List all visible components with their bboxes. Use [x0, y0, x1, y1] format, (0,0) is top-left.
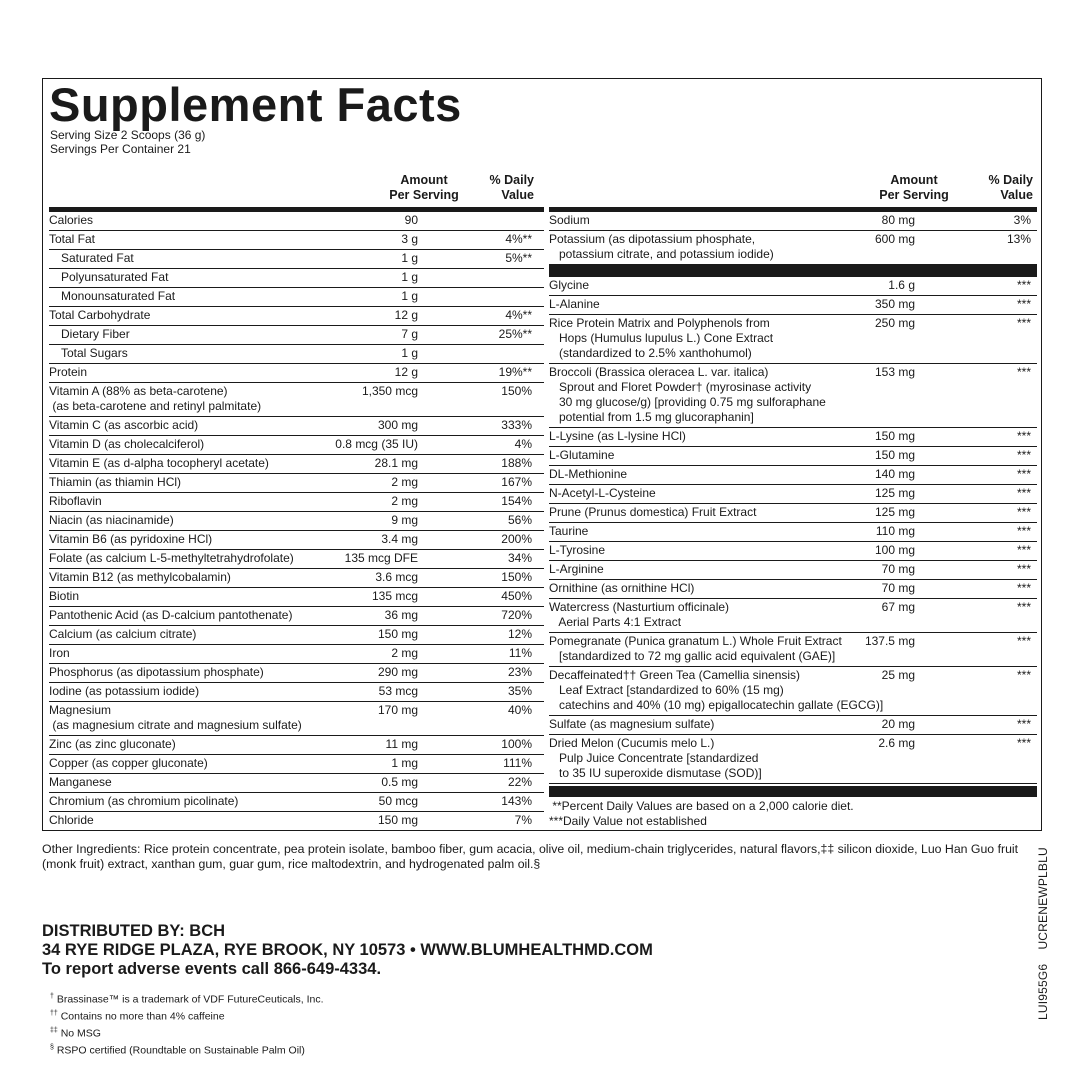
- nutrient-amount: 3 g: [401, 232, 418, 246]
- nutrient-row: [49, 417, 544, 436]
- serving-size: Serving Size 2 Scoops (36 g): [50, 128, 206, 142]
- nutrient-row: [49, 364, 544, 383]
- nutrient-row: [549, 633, 1037, 667]
- nutrient-daily-value: 19%**: [498, 365, 532, 379]
- nutrient-row: [49, 569, 544, 588]
- nutrient-daily-value: 40%: [507, 703, 532, 717]
- nutrient-daily-value: ***: [1016, 365, 1031, 379]
- daily-value-header: % Daily Value: [489, 173, 534, 202]
- nutrient-daily-value: 25%**: [498, 327, 532, 341]
- footnote-item: § RSPO certified (Roundtable on Sustainable Palm Oil): [50, 1044, 305, 1057]
- nutrient-row: [49, 512, 544, 531]
- nutrient-row: [549, 599, 1037, 633]
- nutrient-amount: 2 mg: [391, 646, 418, 660]
- nutrient-amount: 170 mg: [377, 703, 418, 717]
- nutrient-name: Pomegranate (Punica granatum L.) Whole Fruit Extract [standardized to 72 mg gallic acid equivalent (GAE)]: [549, 634, 842, 663]
- nutrient-row: [49, 436, 544, 455]
- nutrient-name: N-Acetyl-L-Cysteine: [549, 486, 656, 500]
- right-ingredient-list: [549, 277, 1037, 784]
- nutrient-row: [49, 269, 544, 288]
- nutrient-daily-value: 4%**: [505, 232, 532, 246]
- nutrient-name: Ornithine (as ornithine HCl): [549, 581, 695, 595]
- nutrient-amount: 110 mg: [875, 524, 915, 538]
- nutrient-daily-value: 56%: [507, 513, 532, 527]
- nutrient-amount: 3.6 mcg: [375, 570, 418, 584]
- nutrient-amount: 12 g: [394, 308, 418, 322]
- left-nutrient-list: [49, 212, 544, 831]
- nutrient-amount: 1 g: [401, 270, 418, 284]
- nutrient-name: Total Fat: [49, 232, 96, 246]
- nutrient-row: [49, 607, 544, 626]
- nutrient-row: [49, 736, 544, 755]
- nutrient-row: [549, 580, 1037, 599]
- nutrient-name: Pantothenic Acid (as D-calcium pantothenate): [49, 608, 293, 622]
- nutrient-daily-value: 143%: [501, 794, 532, 808]
- nutrient-daily-value: 34%: [507, 551, 532, 565]
- nutrient-amount: 25 mg: [881, 668, 915, 682]
- nutrient-daily-value: 23%: [507, 665, 532, 679]
- nutrient-daily-value: 7%: [514, 813, 532, 827]
- nutrient-daily-value: 100%: [501, 737, 532, 751]
- nutrient-row: [49, 455, 544, 474]
- nutrient-name: Decaffeinated†† Green Tea (Camellia sinensis) Leaf Extract [standardized to 60% (15 mg) catechins and 40% (10 mg) epigallocatechin gallate (EGCG)]: [549, 668, 884, 712]
- nutrient-row: [49, 231, 544, 250]
- nutrient-name: Phosphorus (as dipotassium phosphate): [49, 665, 264, 679]
- nutrient-row: [549, 277, 1037, 296]
- nutrient-name: Total Carbohydrate: [49, 308, 151, 322]
- nutrient-amount: 70 mg: [881, 562, 915, 576]
- nutrient-name: Monounsaturated Fat: [61, 289, 176, 303]
- nutrient-name: Protein: [49, 365, 88, 379]
- nutrient-amount: 125 mg: [874, 486, 915, 500]
- nutrient-name: Watercress (Nasturtium officinale) Aerial Parts 4:1 Extract: [549, 600, 730, 629]
- facts-header-left: [49, 172, 544, 212]
- nutrient-row: [49, 531, 544, 550]
- nutrient-daily-value: ***: [1016, 717, 1031, 731]
- nutrient-amount: 350 mg: [874, 297, 915, 311]
- nutrient-daily-value: ***: [1016, 316, 1031, 330]
- adverse-events-line: To report adverse events call 866-649-4334.: [42, 960, 382, 978]
- nutrient-row: [549, 315, 1037, 364]
- nutrient-name: Riboflavin: [49, 494, 102, 508]
- nutrient-name: Potassium (as dipotassium phosphate, potassium citrate, and potassium iodide): [549, 232, 774, 261]
- column-divider: [545, 161, 548, 826]
- nutrient-row: [49, 774, 544, 793]
- nutrient-amount: 80 mg: [881, 213, 915, 227]
- nutrient-row: [49, 793, 544, 812]
- nutrient-daily-value: ***: [1016, 486, 1031, 500]
- nutrient-name: Total Sugars: [61, 346, 128, 360]
- nutrient-name: Sodium: [549, 213, 590, 227]
- nutrient-name: Thiamin (as thiamin HCl): [49, 475, 182, 489]
- nutrient-daily-value: 188%: [501, 456, 532, 470]
- nutrient-daily-value: ***: [1016, 562, 1031, 576]
- nutrient-amount: 135 mcg DFE: [344, 551, 418, 565]
- nutrient-name: Vitamin B6 (as pyridoxine HCl): [49, 532, 213, 546]
- right-mineral-list: [549, 212, 1037, 265]
- nutrient-daily-value: ***: [1016, 634, 1031, 648]
- nutrient-row: [49, 755, 544, 774]
- nutrient-row: [549, 667, 1037, 716]
- nutrient-row: [549, 735, 1037, 784]
- nutrient-row: [549, 542, 1037, 561]
- nutrient-name: Dietary Fiber: [61, 327, 130, 341]
- nutrient-row: [549, 231, 1037, 265]
- footnote-item: †† Contains no more than 4% caffeine: [50, 1010, 225, 1023]
- facts-header-right: [549, 172, 1037, 212]
- section-separator: [549, 786, 1037, 797]
- nutrient-row: [49, 702, 544, 736]
- nutrient-name: Iron: [49, 646, 70, 660]
- nutrient-amount: 50 mcg: [378, 794, 418, 808]
- section-separator: [549, 265, 1037, 277]
- nutrient-row: [549, 296, 1037, 315]
- servings-per-container: Servings Per Container 21: [50, 142, 191, 156]
- nutrient-daily-value: ***: [1016, 600, 1031, 614]
- nutrient-name: Sulfate (as magnesium sulfate): [549, 717, 715, 731]
- nutrient-daily-value: 4%: [514, 437, 532, 451]
- nutrient-row: [49, 288, 544, 307]
- nutrient-name: Biotin: [49, 589, 80, 603]
- nutrient-amount: 150 mg: [874, 448, 915, 462]
- nutrient-amount: 1 g: [401, 346, 418, 360]
- nutrient-amount: 1,350 mcg: [361, 384, 418, 398]
- nutrient-name: Vitamin A (88% as beta-carotene) (as beta-carotene and retinyl palmitate): [49, 384, 262, 413]
- nutrient-amount: 2.6 mg: [878, 736, 915, 750]
- nutrient-amount: 140 mg: [874, 467, 915, 481]
- nutrient-name: Vitamin D (as cholecalciferol): [49, 437, 205, 451]
- nutrient-amount: 12 g: [394, 365, 418, 379]
- nutrient-amount: 90: [404, 213, 418, 227]
- nutrient-daily-value: ***: [1016, 736, 1031, 750]
- nutrient-daily-value: ***: [1016, 448, 1031, 462]
- nutrient-amount: 300 mg: [377, 418, 418, 432]
- nutrient-row: [549, 212, 1037, 231]
- nutrient-row: [549, 504, 1037, 523]
- nutrient-amount: 3.4 mg: [381, 532, 418, 546]
- nutrient-name: L-Tyrosine: [549, 543, 606, 557]
- nutrient-amount: 125 mg: [874, 505, 915, 519]
- nutrient-name: Iodine (as potassium iodide): [49, 684, 200, 698]
- nutrient-daily-value: 13%: [1006, 232, 1031, 246]
- nutrient-row: [49, 493, 544, 512]
- nutrient-daily-value: ***: [1016, 524, 1031, 538]
- nutrient-name: L-Lysine (as L-lysine HCl): [549, 429, 686, 443]
- nutrient-daily-value: 720%: [501, 608, 532, 622]
- facts-right-column: [549, 161, 1037, 829]
- nutrient-name: Prune (Prunus domestica) Fruit Extract: [549, 505, 757, 519]
- nutrient-daily-value: ***: [1016, 505, 1031, 519]
- nutrient-amount: 0.8 mcg (35 IU): [335, 437, 418, 451]
- nutrient-name: Taurine: [549, 524, 589, 538]
- nutrient-daily-value: 35%: [507, 684, 532, 698]
- footnote-item: ‡‡ No MSG: [50, 1027, 101, 1040]
- nutrient-row: [49, 626, 544, 645]
- nutrient-daily-value: 3%: [1013, 213, 1031, 227]
- nutrient-amount: 600 mg: [874, 232, 915, 246]
- nutrient-row: [49, 250, 544, 269]
- nutrient-amount: 28.1 mg: [374, 456, 418, 470]
- nutrient-amount: 0.5 mg: [381, 775, 418, 789]
- nutrient-row: [49, 588, 544, 607]
- nutrient-row: [549, 716, 1037, 735]
- nutrient-daily-value: 22%: [507, 775, 532, 789]
- nutrient-name: Vitamin B12 (as methylcobalamin): [49, 570, 231, 584]
- nutrient-daily-value: 450%: [501, 589, 532, 603]
- nutrient-row: [49, 212, 544, 231]
- nutrient-name: Zinc (as zinc gluconate): [49, 737, 176, 751]
- nutrient-name: L-Glutamine: [549, 448, 615, 462]
- other-ingredients: Other Ingredients: Rice protein concentrate, pea protein isolate, bamboo fiber, gum acacia, olive oil, medium-chain triglycerides, natural flavors,‡‡ silicon dioxide, Luo Han Guo fruit (monk fruit) extract, xanthan gum, guar gum, rice maltodextrin, and hydrogenated palm oil.§: [42, 842, 1019, 871]
- nutrient-amount: 36 mg: [384, 608, 418, 622]
- nutrient-daily-value: 150%: [501, 570, 532, 584]
- nutrient-daily-value: ***: [1016, 467, 1031, 481]
- nutrient-name: Calcium (as calcium citrate): [49, 627, 197, 641]
- nutrient-name: Dried Melon (Cucumis melo L.) Pulp Juice Concentrate [standardized to 35 IU superoxide dismutase (SOD)]: [549, 736, 762, 780]
- nutrient-name: Niacin (as niacinamide): [49, 513, 174, 527]
- nutrient-name: DL-Methionine: [549, 467, 628, 481]
- nutrient-daily-value: ***: [1016, 278, 1031, 292]
- nutrient-row: [49, 345, 544, 364]
- nutrient-row: [49, 812, 544, 831]
- footnote-notes: [549, 797, 1037, 829]
- nutrient-amount: 1 g: [401, 289, 418, 303]
- nutrient-amount: 100 mg: [874, 543, 915, 557]
- nutrient-amount: 9 mg: [391, 513, 418, 527]
- nutrient-name: Chromium (as chromium picolinate): [49, 794, 239, 808]
- nutrient-daily-value: ***: [1016, 543, 1031, 557]
- nutrient-name: Copper (as copper gluconate): [49, 756, 208, 770]
- nutrient-name: Broccoli (Brassica oleracea L. var. italica) Sprout and Floret Powder† (myrosinase activity 30 mg glucose/g) [providing 0.75 mg sulforaphane potential from 1.5 mg glucoraphanin]: [549, 365, 826, 424]
- nutrient-row: [49, 645, 544, 664]
- nutrient-amount: 20 mg: [881, 717, 915, 731]
- nutrient-row: [49, 683, 544, 702]
- nutrient-daily-value: 11%: [508, 646, 532, 660]
- nutrient-daily-value: 200%: [501, 532, 532, 546]
- nutrient-daily-value: 150%: [501, 384, 532, 398]
- amount-header: Amount Per Serving: [389, 173, 459, 202]
- amount-header: Amount Per Serving: [879, 173, 949, 202]
- nutrient-daily-value: ***: [1016, 581, 1031, 595]
- nutrient-amount: 150 mg: [377, 627, 418, 641]
- nutrient-name: Vitamin E (as d-alpha tocopheryl acetate): [49, 456, 269, 470]
- nutrient-name: L-Alanine: [549, 297, 600, 311]
- nutrient-amount: 2 mg: [391, 475, 418, 489]
- footnotes: [50, 990, 324, 1058]
- nutrient-name: Vitamin C (as ascorbic acid): [49, 418, 199, 432]
- nutrient-daily-value: 167%: [501, 475, 532, 489]
- nutrient-amount: 53 mcg: [378, 684, 418, 698]
- nutrient-name: Folate (as calcium L-5-methyltetrahydrofolate): [49, 551, 294, 565]
- nutrient-row: [49, 307, 544, 326]
- nutrient-amount: 70 mg: [881, 581, 915, 595]
- nutrient-name: Chloride: [49, 813, 94, 827]
- nutrient-daily-value: 111%: [503, 756, 532, 770]
- nutrient-row: [549, 485, 1037, 504]
- nutrient-daily-value: 12%: [507, 627, 532, 641]
- nutrient-row: [49, 550, 544, 569]
- product-code: LUI955G6 UCRENEWPLBLU: [1036, 847, 1050, 1020]
- daily-value-header: % Daily Value: [988, 173, 1033, 202]
- nutrient-name: Manganese: [49, 775, 112, 789]
- distributor-info: [42, 922, 653, 979]
- nutrient-row: [49, 474, 544, 493]
- nutrient-amount: 137.5 mg: [864, 634, 915, 648]
- nutrient-name: Rice Protein Matrix and Polyphenols from Hops (Humulus lupulus L.) Cone Extract (standardized to 2.5% xanthohumol): [549, 316, 774, 360]
- nutrient-row: [49, 664, 544, 683]
- nutrient-daily-value: ***: [1016, 668, 1031, 682]
- nutrient-name: Magnesium (as magnesium citrate and magnesium sulfate): [49, 703, 302, 732]
- supplement-facts-panel: [42, 78, 1042, 831]
- nutrient-name: Glycine: [549, 278, 590, 292]
- nutrient-row: [549, 447, 1037, 466]
- nutrient-amount: 1 mg: [391, 756, 418, 770]
- nutrient-row: [49, 383, 544, 417]
- nutrient-amount: 1 g: [401, 251, 418, 265]
- nutrient-row: [49, 326, 544, 345]
- nutrient-daily-value: 333%: [501, 418, 532, 432]
- nutrient-amount: 135 mcg: [371, 589, 418, 603]
- nutrient-amount: 250 mg: [874, 316, 915, 330]
- nutrient-row: [549, 428, 1037, 447]
- nutrient-row: [549, 364, 1037, 428]
- dv-not-established-note: ***Daily Value not established: [549, 814, 707, 828]
- nutrient-daily-value: 4%**: [505, 308, 532, 322]
- nutrient-amount: 67 mg: [881, 600, 915, 614]
- nutrient-amount: 290 mg: [377, 665, 418, 679]
- nutrient-amount: 1.6 g: [888, 278, 915, 292]
- distributor-name: DISTRIBUTED BY: BCH: [42, 922, 226, 940]
- nutrient-amount: 150 mg: [377, 813, 418, 827]
- facts-left-column: [49, 161, 544, 831]
- nutrient-name: Calories: [49, 213, 94, 227]
- nutrient-daily-value: ***: [1016, 297, 1031, 311]
- nutrient-daily-value: 5%**: [505, 251, 532, 265]
- nutrient-daily-value: ***: [1016, 429, 1031, 443]
- percent-dv-note: **Percent Daily Values are based on a 2,000 calorie diet.: [549, 799, 854, 813]
- nutrient-name: Saturated Fat: [61, 251, 134, 265]
- footnote-item: † Brassinase™ is a trademark of VDF FutureCeuticals, Inc.: [50, 993, 324, 1006]
- nutrient-amount: 2 mg: [391, 494, 418, 508]
- nutrient-name: Polyunsaturated Fat: [61, 270, 169, 284]
- nutrient-row: [549, 561, 1037, 580]
- nutrient-row: [549, 466, 1037, 485]
- nutrient-daily-value: 154%: [501, 494, 532, 508]
- nutrient-amount: 150 mg: [874, 429, 915, 443]
- nutrient-name: L-Arginine: [549, 562, 604, 576]
- distributor-address: 34 RYE RIDGE PLAZA, RYE BROOK, NY 10573 • WWW.BLUMHEALTHMD.COM: [42, 941, 653, 959]
- nutrient-amount: 7 g: [401, 327, 418, 341]
- nutrient-amount: 153 mg: [874, 365, 915, 379]
- page-title: Supplement Facts: [49, 78, 462, 131]
- nutrient-amount: 11 mg: [385, 737, 418, 751]
- nutrient-row: [549, 523, 1037, 542]
